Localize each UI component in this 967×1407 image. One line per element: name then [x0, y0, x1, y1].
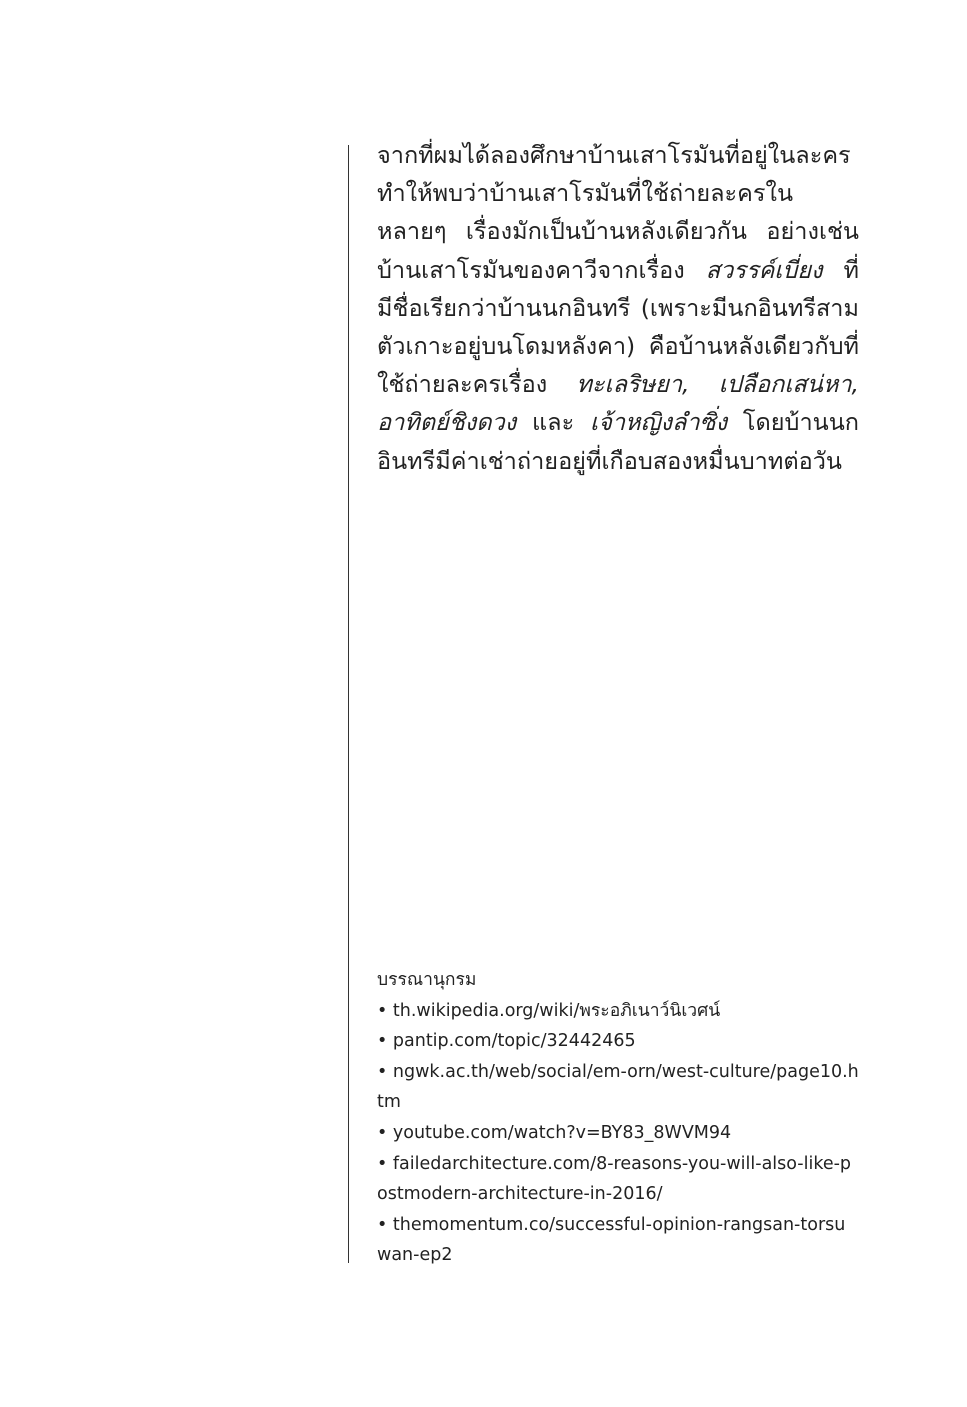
reference-item-1: • th.wikipedia.org/wiki/พระอภิเนาว์นิเวศน์ — [377, 996, 859, 1027]
body-paragraph — [377, 136, 859, 480]
reference-item-3: • ngwk.ac.th/web/social/em-orn/west-culture/page10.htm — [377, 1057, 859, 1118]
body-text-1: จากที่ผมได้ลองศึกษาบ้านเสาโรมันที่อยู่ในละครทำให้พบว่าบ้านเสาโรมันที่ใช้ถ่ายละครในหลายๆ เรื่องมักเป็นบ้านหลังเดียวกัน อย่างเช่นบ้านเสาโรมันของคาวีจากเรื่อง — [377, 141, 859, 284]
references-list — [377, 996, 859, 1271]
references-section — [377, 965, 859, 1271]
body-text-2: ที่มีชื่อเรียกว่าบ้านนกอินทรี (เพราะมีนกอินทรีสามตัวเกาะอยู่บนโดมหลังคา) คือบ้านหลังเดียวกับที่ใช้ถ่ายละครเรื่อง — [377, 255, 859, 399]
vertical-divider — [348, 145, 349, 1263]
references-title: บรรณานุกรม — [377, 970, 477, 990]
drama-titles-2: ทะเลริษยา, เปลือกเสน่หา, อาทิตย์ชิงดวง — [377, 370, 859, 437]
drama-title-3: เจ้าหญิงลำซิ่ง — [590, 408, 728, 437]
drama-title-1: สวรรค์เบี่ยง — [705, 255, 823, 284]
body-text-3: และ — [516, 408, 591, 437]
reference-item-5: • failedarchitecture.com/8-reasons-you-will-also-like-postmodern-architecture-in-2016/ — [377, 1149, 859, 1210]
body-text-4: โดยบ้านนกอินทรีมีค่าเช่าถ่ายอยู่ที่เกือบสองหมื่นบาทต่อวัน — [377, 408, 860, 475]
reference-item-4: • youtube.com/watch?v=BY83_8WVM94 — [377, 1118, 859, 1149]
reference-item-2: • pantip.com/topic/32442465 — [377, 1026, 859, 1057]
reference-item-6: • themomentum.co/successful-opinion-rangsan-torsuwan-ep2 — [377, 1210, 859, 1271]
